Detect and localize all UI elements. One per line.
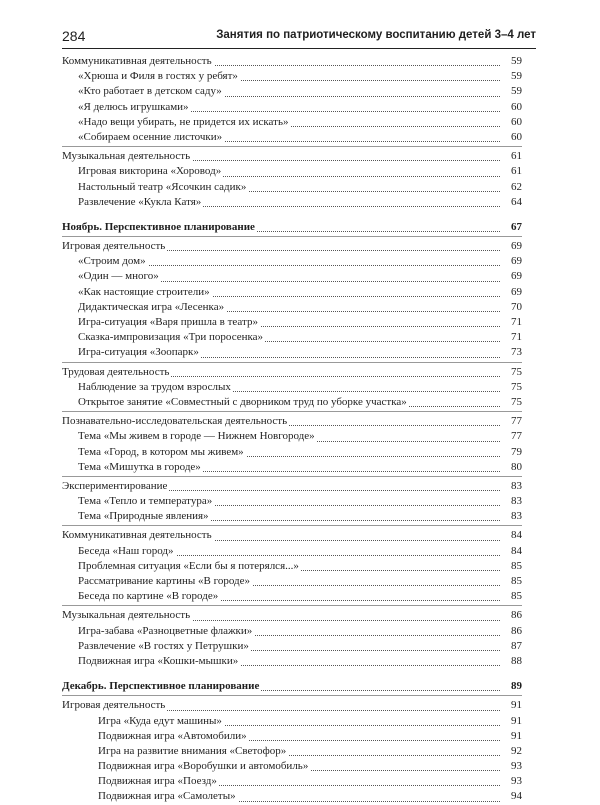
toc-entry-title: Ноябрь. Перспективное планирование (62, 220, 255, 233)
toc-entry-page: 87 (500, 639, 522, 654)
toc-item (62, 130, 522, 145)
toc-item (62, 509, 522, 524)
toc-entry-page: 61 (500, 164, 522, 179)
toc-item (62, 429, 522, 444)
toc-entry-page: 79 (500, 445, 522, 460)
toc-entry-page: 77 (500, 414, 522, 429)
toc-entry-title: Экспериментирование (62, 479, 168, 492)
toc-entry-title: Проблемная ситуация «Если бы я потерялся...» (78, 559, 299, 572)
toc-entry-title: «Хрюша и Филя в гостях у ребят» (78, 70, 238, 83)
toc-entry-page: 67 (500, 220, 522, 235)
toc-item (62, 380, 522, 395)
toc-item (62, 115, 522, 130)
toc-entry-title: Познавательно-исследовательская деятельность (62, 415, 288, 428)
group-divider (62, 236, 522, 238)
toc-item (62, 639, 522, 654)
toc-item (62, 445, 522, 460)
group-divider (62, 411, 522, 413)
group-divider (62, 525, 522, 527)
toc-entry-page: 89 (500, 679, 522, 694)
toc-category (62, 149, 522, 164)
group-divider (62, 476, 522, 478)
toc-item (62, 460, 522, 475)
toc-item (62, 164, 522, 179)
toc-item (62, 759, 522, 774)
toc-entry-title: «Собираем осенние листочки» (78, 130, 223, 143)
toc-entry-title: Подвижная игра «Автомобили» (98, 729, 247, 742)
toc-entry-page: 71 (500, 315, 522, 330)
toc-entry-page: 75 (500, 380, 522, 395)
toc-entry-page: 69 (500, 285, 522, 300)
toc-item (62, 544, 522, 559)
toc-category (62, 528, 522, 543)
toc-item (62, 714, 522, 729)
toc-entry-page: 61 (500, 149, 522, 164)
toc-item (62, 315, 522, 330)
toc-entry-page: 71 (500, 330, 522, 345)
toc-item (62, 345, 522, 360)
toc-entry-page: 85 (500, 574, 522, 589)
toc-entry-title: Развлечение «Кукла Катя» (78, 195, 202, 208)
toc-entry-title: Музыкальная деятельность (62, 150, 191, 163)
toc-entry-title: Игра-ситуация «Зоопарк» (78, 346, 199, 359)
toc-entry-page: 69 (500, 239, 522, 254)
toc-entry-title: Игровая деятельность (62, 240, 166, 253)
toc-entry-page: 84 (500, 528, 522, 543)
toc-entry-title: «Надо вещи убирать, не придется их искать» (78, 115, 289, 128)
toc-entry-page: 59 (500, 54, 522, 69)
toc-entry-title: «Я делюсь игрушками» (78, 100, 189, 113)
toc-item (62, 494, 522, 509)
toc-entry-title: Игра на развитие внимания «Светофор» (98, 744, 287, 757)
toc-entry-title: «Как настоящие строители» (78, 285, 210, 298)
header-rule (62, 48, 536, 49)
table-of-contents (62, 54, 522, 805)
toc-entry-page: 75 (500, 365, 522, 380)
toc-entry-title: Беседа «Наш город» (78, 544, 174, 557)
toc-item (62, 589, 522, 604)
toc-entry-page: 83 (500, 479, 522, 494)
running-title: Занятия по патриотическому воспитанию детей 3–4 лет (216, 29, 536, 41)
toc-entry-title: Тема «Мы живем в городе — Нижнем Новгороде» (78, 430, 315, 443)
group-divider (62, 146, 522, 148)
toc-entry-title: Тема «Город, в котором мы живем» (78, 445, 244, 458)
toc-item (62, 254, 522, 269)
toc-category (62, 698, 522, 713)
toc-entry-page: 70 (500, 300, 522, 315)
toc-category (62, 414, 522, 429)
toc-category (62, 608, 522, 623)
toc-item (62, 300, 522, 315)
toc-entry-title: Подвижная игра «Воробушки и автомобиль» (98, 760, 309, 773)
toc-item (62, 395, 522, 410)
toc-item (62, 729, 522, 744)
toc-entry-page: 59 (500, 84, 522, 99)
toc-entry-title: Игра-ситуация «Варя пришла в театр» (78, 316, 258, 328)
toc-item (62, 624, 522, 639)
toc-entry-title: Тема «Мишутка в городе» (78, 460, 201, 473)
toc-entry-title: Декабрь. Перспективное планирование (62, 680, 260, 693)
toc-entry-title: Игровая викторина «Хоровод» (78, 165, 222, 178)
toc-item (62, 744, 522, 759)
toc-entry-page: 86 (500, 608, 522, 623)
toc-category (62, 365, 522, 380)
toc-entry-page: 83 (500, 509, 522, 524)
toc-entry-page: 62 (500, 180, 522, 195)
toc-entry-title: «Строим дом» (78, 255, 146, 268)
toc-entry-title: Тема «Природные явления» (78, 510, 209, 523)
section-gap (62, 210, 522, 220)
toc-item (62, 84, 522, 99)
toc-item (62, 559, 522, 574)
toc-entry-title: Музыкальная деятельность (62, 609, 191, 622)
toc-category (62, 479, 522, 494)
toc-entry-title: Игра «Куда едут машины» (98, 714, 222, 727)
toc-entry-title: Подвижная игра «Кошки-мышки» (78, 654, 239, 667)
toc-item (62, 574, 522, 589)
toc-entry-title: Коммуникативная деятельность (62, 55, 212, 67)
toc-entry-page: 60 (500, 100, 522, 115)
toc-item (62, 774, 522, 789)
toc-entry-page: 80 (500, 460, 522, 475)
toc-entry-title: Тема «Тепло и температура» (78, 495, 213, 508)
section-gap (62, 669, 522, 679)
toc-entry-title: Сказка-импровизация «Три поросенка» (78, 331, 264, 344)
toc-entry-page: 77 (500, 429, 522, 444)
toc-entry-title: Наблюдение за трудом взрослых (78, 380, 231, 393)
toc-section-heading (62, 220, 522, 235)
group-divider (62, 695, 522, 697)
page-number: 284 (62, 28, 86, 44)
toc-entry-page: 60 (500, 130, 522, 145)
toc-entry-title: Дидактическая игра «Лесенка» (78, 300, 225, 313)
toc-entry-title: Открытое занятие «Совместный с дворником труд по уборке участка» (78, 395, 407, 408)
toc-section-heading (62, 679, 522, 694)
toc-item (62, 69, 522, 84)
toc-entry-page: 64 (500, 195, 522, 210)
group-divider (62, 605, 522, 607)
toc-item (62, 180, 522, 195)
toc-entry-title: Настольный театр «Ясочкин садик» (78, 180, 247, 193)
toc-entry-title: Трудовая деятельность (62, 365, 170, 378)
toc-entry-title: Игра-забава «Разноцветные флажки» (78, 624, 253, 637)
toc-item (62, 195, 522, 210)
toc-entry-page: 91 (500, 729, 522, 744)
toc-entry-page: 85 (500, 589, 522, 604)
toc-category (62, 54, 522, 69)
toc-entry-title: Подвижная игра «Самолеты» (98, 790, 236, 803)
toc-entry-page: 73 (500, 345, 522, 360)
toc-entry-page: 93 (500, 774, 522, 789)
toc-entry-title: Беседа по картине «В городе» (78, 590, 219, 603)
toc-entry-page: 91 (500, 698, 522, 713)
group-divider (62, 362, 522, 364)
toc-entry-title: Игровая деятельность (62, 699, 166, 712)
toc-entry-page: 83 (500, 494, 522, 509)
toc-entry-page: 69 (500, 254, 522, 269)
toc-item (62, 285, 522, 300)
toc-entry-title: Развлечение «В гостях у Петрушки» (78, 639, 249, 652)
toc-entry-page: 60 (500, 115, 522, 130)
toc-entry-page: 92 (500, 744, 522, 759)
toc-entry-page: 85 (500, 559, 522, 574)
toc-entry-page: 91 (500, 714, 522, 729)
toc-entry-page: 75 (500, 395, 522, 410)
toc-entry-page: 93 (500, 759, 522, 774)
toc-entry-title: Подвижная игра «Поезд» (98, 775, 217, 788)
toc-item (62, 654, 522, 669)
toc-item (62, 269, 522, 284)
toc-entry-page: 88 (500, 654, 522, 669)
toc-entry-page: 59 (500, 69, 522, 84)
toc-category (62, 239, 522, 254)
toc-entry-page: 69 (500, 269, 522, 284)
page-header (62, 28, 536, 50)
toc-entry-page: 94 (500, 789, 522, 804)
toc-entry-page: 86 (500, 624, 522, 639)
toc-item (62, 100, 522, 115)
toc-entry-page: 84 (500, 544, 522, 559)
toc-entry-title: «Кто работает в детском саду» (78, 85, 222, 98)
toc-entry-title: Рассматривание картины «В городе» (78, 575, 251, 587)
toc-entry-title: «Один — много» (78, 270, 159, 283)
toc-item (62, 330, 522, 345)
toc-entry-title: Коммуникативная деятельность (62, 529, 212, 542)
toc-item (62, 789, 522, 804)
